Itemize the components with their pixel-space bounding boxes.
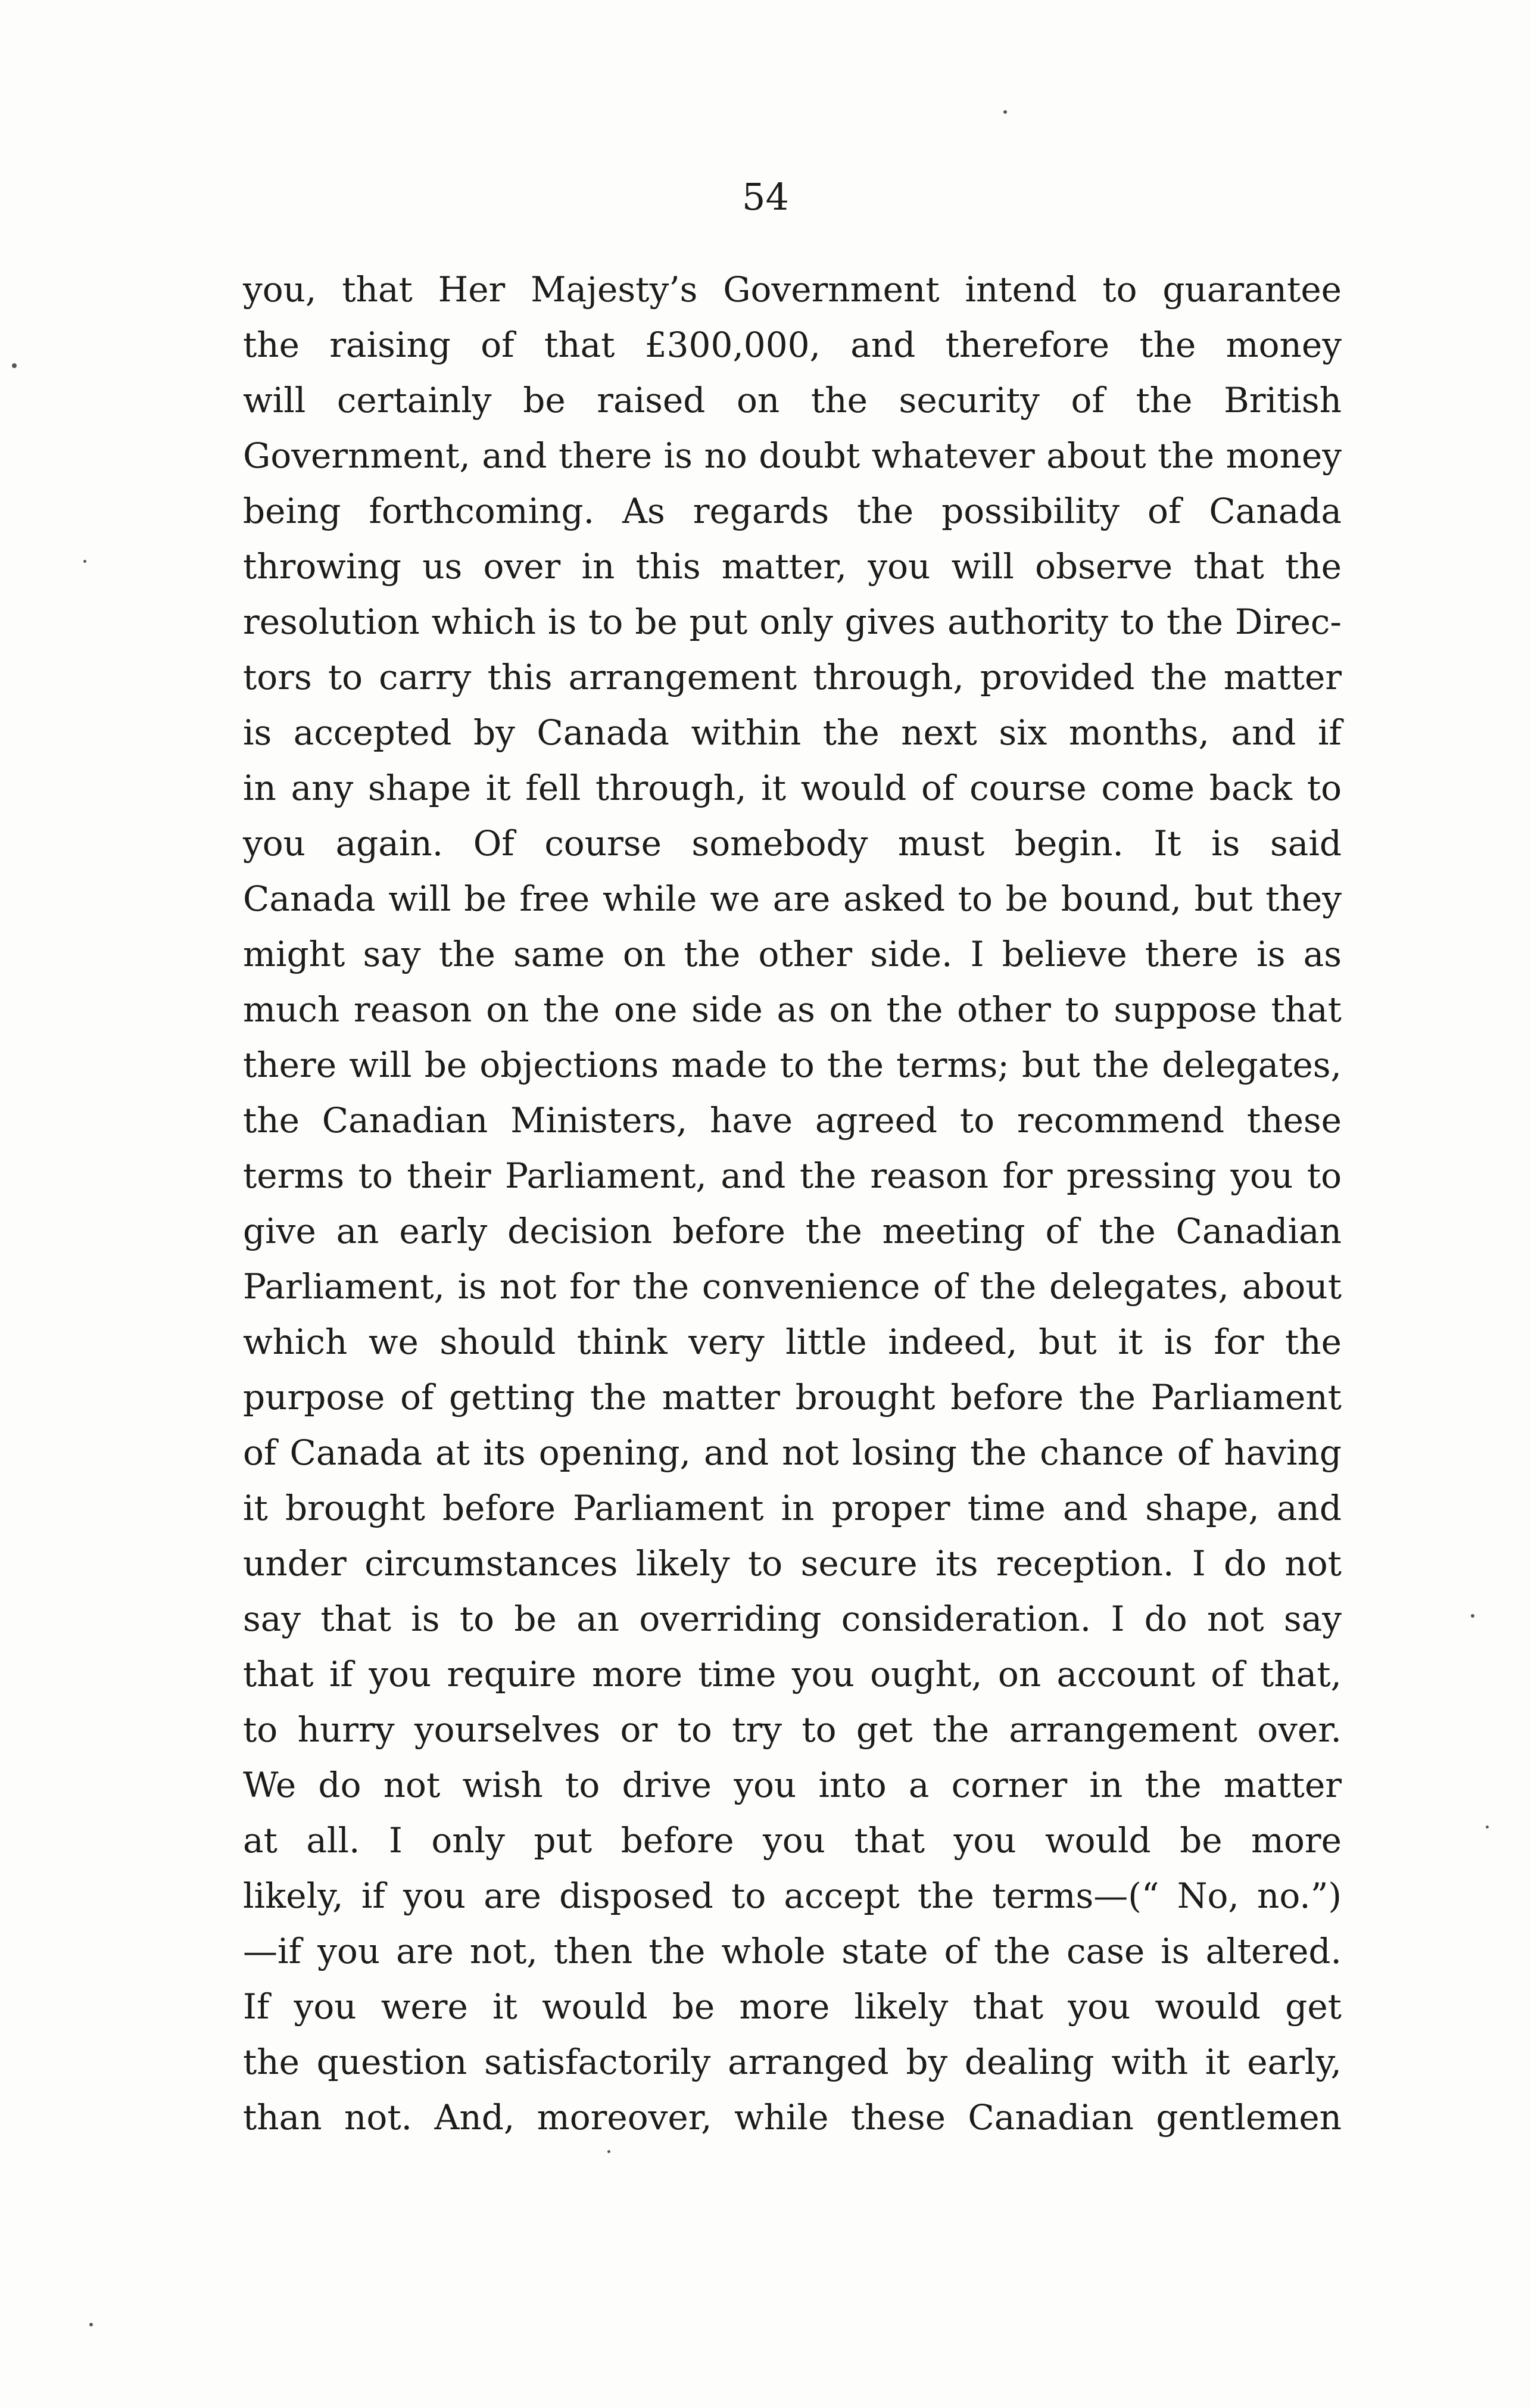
text-line: you, that Her Majesty’s Government intend to guarantee	[243, 269, 1342, 310]
text-line: give an early decision before the meeting of the Canadian	[243, 1211, 1342, 1251]
text-line: is accepted by Canada within the next six months, and if	[243, 712, 1342, 753]
text-line: —if you are not, then the whole state of the case is altered.	[243, 1931, 1342, 1971]
text-line: will certainly be raised on the security of the British	[243, 380, 1342, 420]
text-line: to hurry yourselves or to try to get the arrangement over.	[243, 1709, 1342, 1750]
scan-speck	[89, 2323, 93, 2326]
text-line: tors to carry this arrangement through, provided the matter	[243, 657, 1342, 697]
text-line: of Canada at its opening, and not losing the chance of having	[243, 1432, 1342, 1473]
text-line: that if you require more time you ought, on account of that,	[243, 1654, 1342, 1694]
scan-speck	[607, 2150, 610, 2153]
text-line: than not. And, moreover, while these Canadian gentlemen	[243, 2097, 1342, 2138]
text-line: If you were it would be more likely that you would get	[243, 1986, 1342, 2027]
text-line: the raising of that £300,000, and therefore the money	[243, 325, 1342, 365]
text-line: in any shape it fell through, it would of course come back to	[243, 768, 1342, 808]
scan-speck	[12, 363, 17, 368]
text-line: might say the same on the other side. I believe there is as	[243, 934, 1342, 974]
scan-speck	[1471, 1614, 1474, 1618]
text-line: Parliament, is not for the convenience of the delegates, about	[243, 1266, 1342, 1307]
text-line: terms to their Parliament, and the reason for pressing you to	[243, 1155, 1342, 1196]
scan-speck	[1003, 110, 1007, 114]
text-line: there will be objections made to the terms; but the delegates,	[243, 1045, 1342, 1085]
page-number: 54	[742, 175, 789, 219]
scan-speck	[1486, 1826, 1489, 1828]
text-line: you again. Of course somebody must begin. It is said	[243, 823, 1342, 864]
text-line: which we should think very little indeed, but it is for the	[243, 1322, 1342, 1362]
text-line: the Canadian Ministers, have agreed to recommend these	[243, 1100, 1342, 1141]
text-line: the question satisfactorily arranged by dealing with it early,	[243, 2042, 1342, 2082]
text-line: at all. I only put before you that you would be more	[243, 1820, 1342, 1861]
body-text	[243, 262, 1342, 2145]
scan-speck	[83, 560, 86, 563]
text-line: resolution which is to be put only gives authority to the Direc-	[243, 602, 1342, 642]
text-line: it brought before Parliament in proper time and shape, and	[243, 1488, 1342, 1528]
text-line: Government, and there is no doubt whatever about the money	[243, 435, 1342, 476]
text-line: under circumstances likely to secure its reception. I do not	[243, 1543, 1342, 1584]
text-line: much reason on the one side as on the other to suppose that	[243, 989, 1342, 1030]
text-line: being forthcoming. As regards the possibility of Canada	[243, 491, 1342, 531]
text-line: likely, if you are disposed to accept the terms—(“ No, no.”)	[243, 1876, 1342, 1916]
text-line: We do not wish to drive you into a corner in the matter	[243, 1765, 1342, 1805]
text-line: Canada will be free while we are asked to be bound, but they	[243, 879, 1342, 919]
text-line: purpose of getting the matter brought before the Parliament	[243, 1377, 1342, 1418]
text-line: throwing us over in this matter, you will observe that the	[243, 546, 1342, 587]
text-line: say that is to be an overriding consideration. I do not say	[243, 1599, 1342, 1639]
